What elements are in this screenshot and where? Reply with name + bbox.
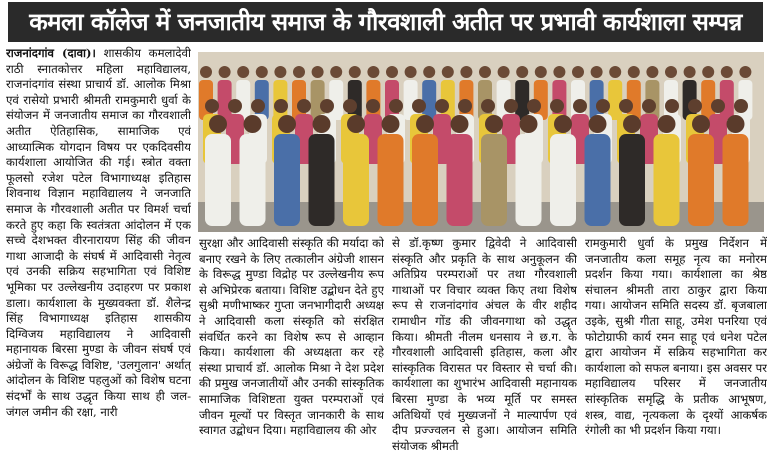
- person-back-row: [701, 80, 715, 120]
- person-front-row: [343, 134, 369, 226]
- person-head: [389, 99, 403, 113]
- person-head: [721, 66, 733, 78]
- article-text: शासकीय कमलादेवी राठी स्नातकोत्तर महिला महाविद्यालय, राजनांदगांव संस्था प्राचार्य डॉ. आलोक मिश्रा एवं रासेयो प्रभारी श्रीमती रामकुमारी धुर्वा के संयोजन में जनजातीय समाज का गौरवशाली अतीत ऐतिहासिक, सामाजिक एवं आध्यात्मिक योगदान विषय पर एकदिवसीय कार्यशाला आयोजित की गई। स्त्रोत वक्ता फूलसो रजेश पटेल विभागाध्यक्ष इतिहास शिवनाथ विज्ञान महाविद्यालय ने जनजाति समाज के गौरवशाली अतीत पर विमर्श चर्चा करते हुए कहा कि स्वतंत्रता आंदोलन में एक सच्चे देशभक्त वीरनारायण सिंह की जीवन गाथा आजादी के संघर्ष में आदिवासी नेतृत्व एवं उनकी सक्रिय सहभागिता एवं विशिष्ट भूमिका पर उल्लेखनीय उदाहरण पर प्रकाश डाला। कार्यशाला के मुख्यवक्ता डॉ. शैलेन्द्र सिंह विभागाध्यक्ष इतिहास शासकीय दिग्विजय महाविद्यालय ने आदिवासी महानायक बिरसा मुण्डा के जीवन संघर्ष एवं अंग्रेजों के विरूद्ध विशिष्ट, 'उलगुलान' अर्थात् आंदोलन के विशिष्ट पहलुओं को विशेष घटना संदर्भों के साथ उद्धृत किया साथ ही जल-जंगल जमीन की रक्षा, नारी: [6, 46, 191, 419]
- person-head: [596, 99, 610, 113]
- person-head: [423, 66, 435, 78]
- person-head: [251, 99, 265, 113]
- person-head: [702, 66, 714, 78]
- person-head: [485, 115, 503, 133]
- page-headline: कमला कॉलेज में जनजातीय समाज के गौरवशाली अतीत पर प्रभावी कार्यशाला सम्पन्न: [8, 2, 763, 42]
- person-head: [367, 66, 379, 78]
- person-head: [573, 99, 587, 113]
- person-head: [479, 66, 491, 78]
- person-back-row: [311, 80, 325, 120]
- person-front-row: [481, 134, 507, 226]
- article-column-2: [199, 236, 384, 468]
- person-head: [209, 115, 227, 133]
- person-head: [553, 66, 565, 78]
- person-back-row: [608, 80, 622, 120]
- article-column-1: [6, 46, 191, 468]
- person-head: [665, 99, 679, 113]
- group-photo-illustration: [198, 52, 764, 232]
- person-head: [692, 115, 710, 133]
- person-head: [619, 99, 633, 113]
- person-head: [739, 66, 751, 78]
- person-head: [527, 99, 541, 113]
- person-head: [591, 66, 603, 78]
- person-head: [297, 99, 311, 113]
- article-column-4: [585, 236, 767, 468]
- person-back-row: [218, 80, 232, 120]
- dateline: राजनांदगांव (दावा)।: [6, 46, 96, 60]
- person-head: [498, 66, 510, 78]
- person-head: [609, 66, 621, 78]
- person-head: [274, 99, 288, 113]
- person-head: [572, 66, 584, 78]
- person-back-row: [515, 80, 529, 120]
- person-front-row: [412, 134, 438, 226]
- group-photo: [198, 52, 764, 232]
- article-text: रामकुमारी धुर्वा के प्रमुख निर्देशन में जनजातीय कला समूह नृत्य का मनोरम प्रदर्शन किया गया। कार्यशाला का श्रेष्ठ संचालन श्रीमती तारा ठाकुर द्वारा किया गया। आयोजन समिति सदस्य डॉ. बृजबाला उइके, सुश्री गीता साहू, उमेश पनरिया एवं फोटोग्राफी कार्य रमन साहू एवं धनेश पटेल द्वारा आयोजन में सक्रिय सहभागिता कर कार्यशाला को सफल बनाया। इस अवसर पर महाविद्यालय परिसर में जनजातीय सांस्कृतिक समृद्धि के प्रतीक आभूषण, शस्त्र, वाद्य, नृत्यकला के दृश्यों आकर्षक रंगोली का भी प्रदर्शन किया गया।: [585, 236, 767, 438]
- person-head: [734, 99, 748, 113]
- person-head: [293, 66, 305, 78]
- person-head: [343, 99, 357, 113]
- person-front-row: [205, 134, 231, 226]
- person-head: [405, 66, 417, 78]
- person-head: [554, 115, 572, 133]
- person-back-row: [422, 80, 436, 120]
- article-text: से डॉ.कृष्ण कुमार द्विवेदी ने आदिवासी संस्कृति और प्रकृति के साथ अनुकूलन की अतिप्रिय परम्पराओं पर तथा गौरवशाली गाथाओं पर विचार व्यक्त किए तथा विशेष रूप से राजनांदगांव अंचल के वीर शहीद रामाधीन गोंड की जीवनगाथा को उद्धृत किया। श्रीमती नीलम धनसाय ने छ.ग. के गौरवशाली आदिवासी इतिहास, कला और सांस्कृतिक विरासत पर विस्तार से चर्चा की। कार्यशाला का शुभारंभ आदिवासी महानायक बिरसा मुण्डा के भव्य मूर्ति पर समस्त अतिथियों एवं मुख्यजनों ने माल्यार्पण एवं दीप प्रज्ज्वलन से हुआ। आयोजन समिति संयोजक श्रीमती: [392, 236, 577, 453]
- person-head: [481, 99, 495, 113]
- person-front-row: [378, 134, 404, 226]
- person-head: [550, 99, 564, 113]
- person-head: [504, 99, 518, 113]
- person-head: [451, 115, 469, 133]
- person-head: [366, 99, 380, 113]
- person-head: [278, 115, 296, 133]
- person-front-row: [585, 134, 611, 226]
- person-head: [313, 115, 331, 133]
- article-paragraph: [6, 46, 191, 420]
- person-head: [665, 66, 677, 78]
- person-head: [256, 66, 268, 78]
- person-head: [237, 66, 249, 78]
- person-head: [416, 115, 434, 133]
- person-head: [520, 115, 538, 133]
- person-head: [589, 115, 607, 133]
- person-head: [435, 99, 449, 113]
- person-front-row: [309, 134, 335, 226]
- person-head: [442, 66, 454, 78]
- person-head: [658, 115, 676, 133]
- person-head: [347, 115, 365, 133]
- article-column-3: [392, 236, 577, 468]
- person-head: [711, 99, 725, 113]
- person-front-row: [516, 134, 542, 226]
- person-front-row: [688, 134, 714, 226]
- person-head: [684, 66, 696, 78]
- person-head: [386, 66, 398, 78]
- person-head: [200, 66, 212, 78]
- person-head: [623, 115, 641, 133]
- person-front-row: [447, 134, 473, 226]
- person-front-row: [723, 134, 749, 226]
- person-head: [642, 99, 656, 113]
- person-head: [646, 66, 658, 78]
- person-head: [688, 99, 702, 113]
- person-front-row: [550, 134, 576, 226]
- person-front-row: [240, 134, 266, 226]
- person-back-row: [329, 80, 343, 120]
- person-head: [727, 115, 745, 133]
- person-head: [205, 99, 219, 113]
- person-head: [460, 66, 472, 78]
- person-head: [219, 66, 231, 78]
- person-head: [535, 66, 547, 78]
- person-head: [412, 99, 426, 113]
- person-front-row: [274, 134, 300, 226]
- person-front-row: [619, 134, 645, 226]
- person-head: [228, 99, 242, 113]
- person-front-row: [654, 134, 680, 226]
- person-head: [382, 115, 400, 133]
- person-head: [330, 66, 342, 78]
- person-head: [628, 66, 640, 78]
- person-head: [349, 66, 361, 78]
- person-head: [244, 115, 262, 133]
- person-head: [320, 99, 334, 113]
- person-head: [516, 66, 528, 78]
- person-head: [274, 66, 286, 78]
- person-head: [312, 66, 324, 78]
- person-head: [458, 99, 472, 113]
- article-text: सुरक्षा और आदिवासी संस्कृति की मर्यादा को बनाए रखने के लिए तत्कालीन अंग्रेजी शासन के विरूद्ध मुण्डा विद्रोह पर उल्लेखनीय रूप से अभिप्रेरक बताया। विशिष्ट उद्बोधन देते हुए सुश्री मणीभाष्कर गुप्ता जनभागीदारी अध्यक्ष ने आदिवासी कला संस्कृति को संरक्षित संवर्धित करने का विशेष रूप से आव्हान किया। कार्यशाला की अध्यक्षता कर रहे संस्था प्राचार्य डॉ. आलोक मिश्रा ने देश प्रदेश की प्रमुख जनजातीयों और उनकी सांस्कृतिक सामाजिक विशिष्टता युक्त परम्पराओं एवं जीवन मूल्यों पर विस्तृत जानकारी के साथ स्वागत उद्बोधन दिया। महाविद्यालय की ओर: [199, 236, 384, 438]
